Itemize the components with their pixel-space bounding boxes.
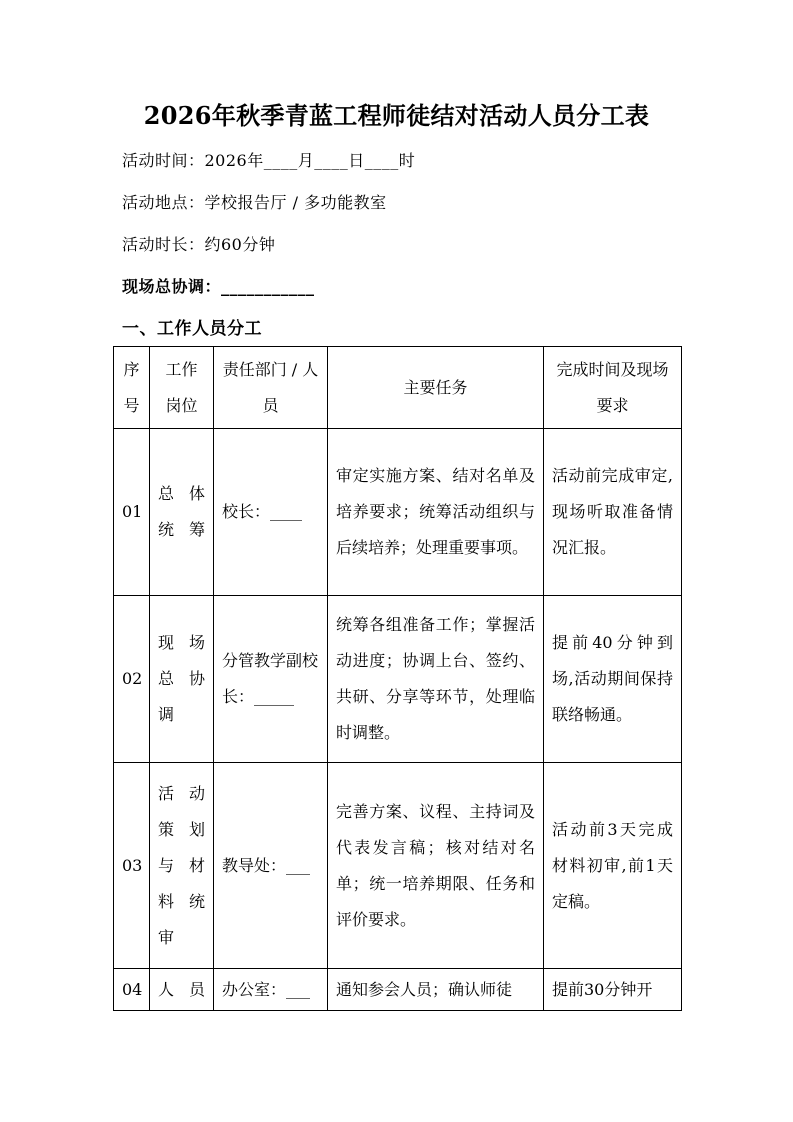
header-task: 主要任务 — [328, 347, 544, 429]
table-row — [114, 429, 682, 596]
duty-table — [113, 346, 682, 1011]
cell-task: 通知参会人员；确认师徒 — [328, 969, 544, 1011]
header-no: 序号 — [114, 347, 150, 429]
cell-no: 04 — [114, 969, 150, 1011]
table-row — [114, 763, 682, 969]
cell-task: 审定实施方案、结对名单及培养要求；统筹活动组织与后续培养；处理重要事项。 — [328, 429, 544, 596]
cell-req: 提前40分钟到场,活动期间保持联络畅通。 — [544, 596, 682, 763]
activity-place: 活动地点：学校报告厅 / 多功能教室 — [122, 193, 387, 212]
cell-dept: 教导处：___ — [214, 763, 328, 969]
table-header-row — [114, 347, 682, 429]
cell-post: 现场总协调 — [150, 596, 214, 763]
cell-req: 活动前3天完成材料初审,前1天定稿。 — [544, 763, 682, 969]
cell-post: 活动策划与材料统审 — [150, 763, 214, 969]
cell-post: 人员 — [150, 969, 214, 1011]
cell-no: 02 — [114, 596, 150, 763]
activity-time: 活动时间：2026年____月____日____时 — [122, 151, 416, 170]
header-post: 工作岗位 — [150, 347, 214, 429]
section-title: 一、工作人员分工 — [122, 319, 262, 339]
cell-task: 完善方案、议程、主持词及代表发言稿；核对结对名单；统一培养期限、任务和评价要求。 — [328, 763, 544, 969]
cell-no: 03 — [114, 763, 150, 969]
cell-task: 统筹各组准备工作；掌握活动进度；协调上台、签约、共研、分享等环节，处理临时调整。 — [328, 596, 544, 763]
cell-post: 总体统筹 — [150, 429, 214, 596]
table-row — [114, 969, 682, 1011]
table-row — [114, 596, 682, 763]
site-coordinator: 现场总协调：___________ — [122, 277, 315, 296]
cell-dept: 校长：____ — [214, 429, 328, 596]
cell-req: 活动前完成审定,现场听取准备情况汇报。 — [544, 429, 682, 596]
header-dept: 责任部门 / 人员 — [214, 347, 328, 429]
cell-dept: 办公室：___ — [214, 969, 328, 1011]
cell-dept: 分管教学副校长：_____ — [214, 596, 328, 763]
document-title: 2026年秋季青蓝工程师徒结对活动人员分工表 — [143, 101, 650, 130]
header-req: 完成时间及现场要求 — [544, 347, 682, 429]
activity-duration: 活动时长：约60分钟 — [122, 235, 276, 254]
cell-no: 01 — [114, 429, 150, 596]
cell-req: 提前30分钟开 — [544, 969, 682, 1011]
